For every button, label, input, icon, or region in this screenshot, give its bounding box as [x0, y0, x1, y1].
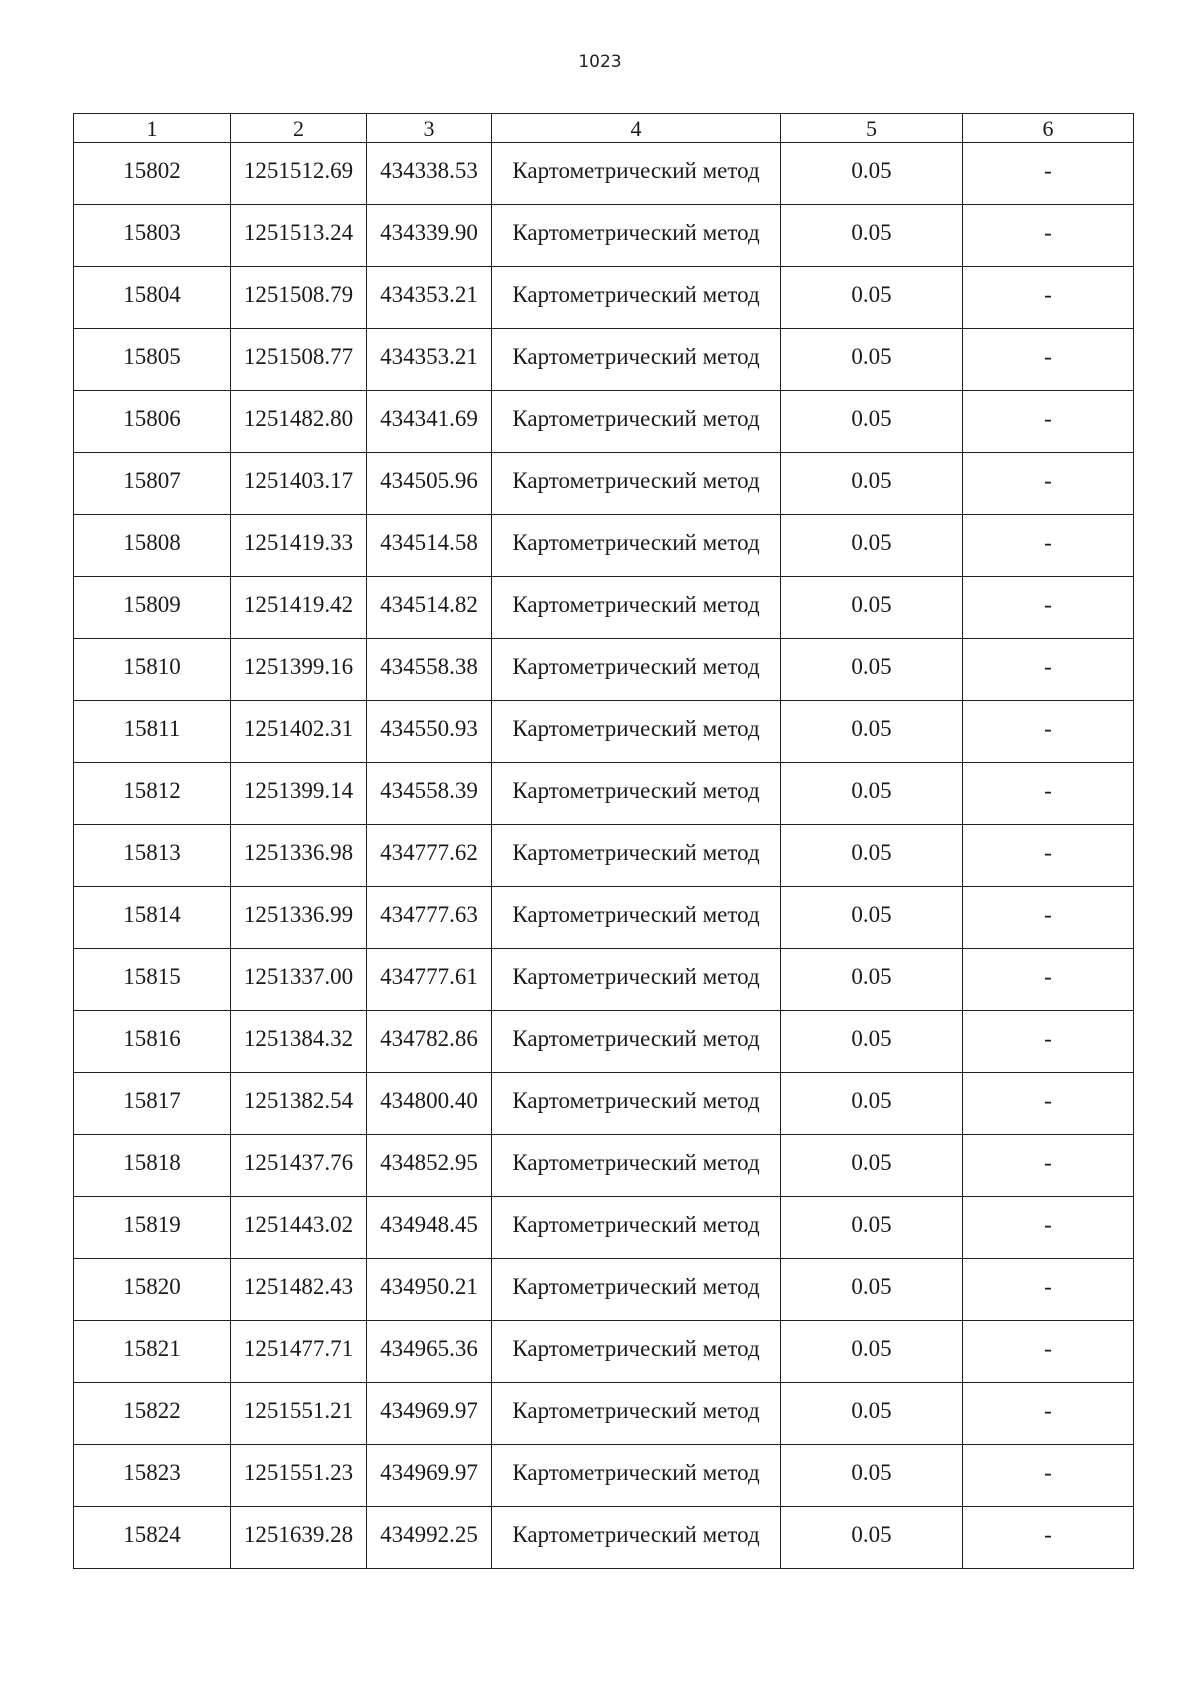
- method-cell: Картометрический метод: [492, 577, 781, 639]
- x-coordinate-cell: 1251402.31: [231, 701, 367, 763]
- note-cell: -: [963, 1383, 1134, 1445]
- y-coordinate-cell: 434782.86: [367, 1011, 492, 1073]
- point-number-cell: 15820: [74, 1259, 231, 1321]
- point-number-cell: 15813: [74, 825, 231, 887]
- point-number-cell: 15811: [74, 701, 231, 763]
- table-row: [74, 825, 1134, 887]
- method-cell: Картометрический метод: [492, 949, 781, 1011]
- y-coordinate-cell: 434558.39: [367, 763, 492, 825]
- method-cell: Картометрический метод: [492, 825, 781, 887]
- point-number-cell: 15822: [74, 1383, 231, 1445]
- note-cell: -: [963, 1445, 1134, 1507]
- table-row: [74, 1073, 1134, 1135]
- y-coordinate-cell: 434777.61: [367, 949, 492, 1011]
- y-coordinate-cell: 434777.63: [367, 887, 492, 949]
- x-coordinate-cell: 1251336.98: [231, 825, 367, 887]
- table-row: [74, 329, 1134, 391]
- x-coordinate-cell: 1251403.17: [231, 453, 367, 515]
- method-cell: Картометрический метод: [492, 1259, 781, 1321]
- table-header: [74, 114, 1134, 143]
- accuracy-cell: 0.05: [781, 639, 963, 701]
- y-coordinate-cell: 434992.25: [367, 1507, 492, 1569]
- x-coordinate-cell: 1251482.43: [231, 1259, 367, 1321]
- note-cell: -: [963, 1197, 1134, 1259]
- note-cell: -: [963, 267, 1134, 329]
- y-coordinate-cell: 434338.53: [367, 143, 492, 205]
- accuracy-cell: 0.05: [781, 453, 963, 515]
- x-coordinate-cell: 1251639.28: [231, 1507, 367, 1569]
- method-cell: Картометрический метод: [492, 1135, 781, 1197]
- method-cell: Картометрический метод: [492, 1507, 781, 1569]
- x-coordinate-cell: 1251336.99: [231, 887, 367, 949]
- y-coordinate-cell: 434514.58: [367, 515, 492, 577]
- point-number-cell: 15823: [74, 1445, 231, 1507]
- table-row: [74, 205, 1134, 267]
- x-coordinate-cell: 1251399.14: [231, 763, 367, 825]
- y-coordinate-cell: 434514.82: [367, 577, 492, 639]
- x-coordinate-cell: 1251382.54: [231, 1073, 367, 1135]
- accuracy-cell: 0.05: [781, 1135, 963, 1197]
- table-row: [74, 1445, 1134, 1507]
- column-header-6: 6: [963, 114, 1134, 143]
- method-cell: Картометрический метод: [492, 701, 781, 763]
- table-row: [74, 639, 1134, 701]
- point-number-cell: 15808: [74, 515, 231, 577]
- column-header-2: 2: [231, 114, 367, 143]
- accuracy-cell: 0.05: [781, 1507, 963, 1569]
- table-row: [74, 1507, 1134, 1569]
- column-header-4: 4: [492, 114, 781, 143]
- point-number-cell: 15824: [74, 1507, 231, 1569]
- method-cell: Картометрический метод: [492, 1383, 781, 1445]
- x-coordinate-cell: 1251513.24: [231, 205, 367, 267]
- table-row: [74, 577, 1134, 639]
- y-coordinate-cell: 434852.95: [367, 1135, 492, 1197]
- y-coordinate-cell: 434505.96: [367, 453, 492, 515]
- table-row: [74, 763, 1134, 825]
- accuracy-cell: 0.05: [781, 391, 963, 453]
- note-cell: -: [963, 143, 1134, 205]
- x-coordinate-cell: 1251551.21: [231, 1383, 367, 1445]
- accuracy-cell: 0.05: [781, 701, 963, 763]
- point-number-cell: 15802: [74, 143, 231, 205]
- x-coordinate-cell: 1251419.42: [231, 577, 367, 639]
- column-header-5: 5: [781, 114, 963, 143]
- x-coordinate-cell: 1251419.33: [231, 515, 367, 577]
- y-coordinate-cell: 434339.90: [367, 205, 492, 267]
- accuracy-cell: 0.05: [781, 515, 963, 577]
- x-coordinate-cell: 1251512.69: [231, 143, 367, 205]
- note-cell: -: [963, 1259, 1134, 1321]
- note-cell: -: [963, 577, 1134, 639]
- point-number-cell: 15821: [74, 1321, 231, 1383]
- x-coordinate-cell: 1251337.00: [231, 949, 367, 1011]
- y-coordinate-cell: 434550.93: [367, 701, 492, 763]
- method-cell: Картометрический метод: [492, 205, 781, 267]
- table-row: [74, 143, 1134, 205]
- point-number-cell: 15809: [74, 577, 231, 639]
- accuracy-cell: 0.05: [781, 887, 963, 949]
- x-coordinate-cell: 1251508.77: [231, 329, 367, 391]
- x-coordinate-cell: 1251399.16: [231, 639, 367, 701]
- y-coordinate-cell: 434558.38: [367, 639, 492, 701]
- point-number-cell: 15819: [74, 1197, 231, 1259]
- method-cell: Картометрический метод: [492, 267, 781, 329]
- method-cell: Картометрический метод: [492, 1073, 781, 1135]
- method-cell: Картометрический метод: [492, 329, 781, 391]
- y-coordinate-cell: 434777.62: [367, 825, 492, 887]
- point-number-cell: 15817: [74, 1073, 231, 1135]
- accuracy-cell: 0.05: [781, 205, 963, 267]
- x-coordinate-cell: 1251482.80: [231, 391, 367, 453]
- table-row: [74, 701, 1134, 763]
- x-coordinate-cell: 1251384.32: [231, 1011, 367, 1073]
- point-number-cell: 15804: [74, 267, 231, 329]
- table-row: [74, 391, 1134, 453]
- accuracy-cell: 0.05: [781, 329, 963, 391]
- page-number: 1023: [578, 52, 622, 72]
- note-cell: -: [963, 763, 1134, 825]
- accuracy-cell: 0.05: [781, 763, 963, 825]
- x-coordinate-cell: 1251437.76: [231, 1135, 367, 1197]
- note-cell: -: [963, 1321, 1134, 1383]
- x-coordinate-cell: 1251477.71: [231, 1321, 367, 1383]
- x-coordinate-cell: 1251508.79: [231, 267, 367, 329]
- note-cell: -: [963, 329, 1134, 391]
- note-cell: -: [963, 391, 1134, 453]
- table-row: [74, 1259, 1134, 1321]
- note-cell: -: [963, 1507, 1134, 1569]
- point-number-cell: 15812: [74, 763, 231, 825]
- method-cell: Картометрический метод: [492, 1445, 781, 1507]
- y-coordinate-cell: 434353.21: [367, 329, 492, 391]
- y-coordinate-cell: 434948.45: [367, 1197, 492, 1259]
- accuracy-cell: 0.05: [781, 1073, 963, 1135]
- method-cell: Картометрический метод: [492, 1321, 781, 1383]
- accuracy-cell: 0.05: [781, 143, 963, 205]
- accuracy-cell: 0.05: [781, 1321, 963, 1383]
- point-number-cell: 15805: [74, 329, 231, 391]
- accuracy-cell: 0.05: [781, 1197, 963, 1259]
- method-cell: Картометрический метод: [492, 1011, 781, 1073]
- accuracy-cell: 0.05: [781, 1445, 963, 1507]
- method-cell: Картометрический метод: [492, 143, 781, 205]
- accuracy-cell: 0.05: [781, 1383, 963, 1445]
- table-row: [74, 887, 1134, 949]
- x-coordinate-cell: 1251551.23: [231, 1445, 367, 1507]
- note-cell: -: [963, 639, 1134, 701]
- note-cell: -: [963, 205, 1134, 267]
- column-header-1: 1: [74, 114, 231, 143]
- point-number-cell: 15816: [74, 1011, 231, 1073]
- table-body: [74, 143, 1134, 1569]
- note-cell: -: [963, 515, 1134, 577]
- accuracy-cell: 0.05: [781, 825, 963, 887]
- note-cell: -: [963, 949, 1134, 1011]
- method-cell: Картометрический метод: [492, 887, 781, 949]
- note-cell: -: [963, 1011, 1134, 1073]
- point-number-cell: 15815: [74, 949, 231, 1011]
- x-coordinate-cell: 1251443.02: [231, 1197, 367, 1259]
- table-row: [74, 1321, 1134, 1383]
- method-cell: Картометрический метод: [492, 763, 781, 825]
- table-row: [74, 949, 1134, 1011]
- column-header-3: 3: [367, 114, 492, 143]
- method-cell: Картометрический метод: [492, 391, 781, 453]
- note-cell: -: [963, 701, 1134, 763]
- table-row: [74, 1383, 1134, 1445]
- method-cell: Картометрический метод: [492, 453, 781, 515]
- table-row: [74, 515, 1134, 577]
- accuracy-cell: 0.05: [781, 1011, 963, 1073]
- header-row: [74, 114, 1134, 143]
- point-number-cell: 15818: [74, 1135, 231, 1197]
- point-number-cell: 15807: [74, 453, 231, 515]
- method-cell: Картометрический метод: [492, 639, 781, 701]
- y-coordinate-cell: 434969.97: [367, 1383, 492, 1445]
- point-number-cell: 15803: [74, 205, 231, 267]
- table-row: [74, 453, 1134, 515]
- note-cell: -: [963, 1135, 1134, 1197]
- y-coordinate-cell: 434969.97: [367, 1445, 492, 1507]
- table-row: [74, 1197, 1134, 1259]
- note-cell: -: [963, 1073, 1134, 1135]
- y-coordinate-cell: 434341.69: [367, 391, 492, 453]
- note-cell: -: [963, 453, 1134, 515]
- point-number-cell: 15810: [74, 639, 231, 701]
- coordinates-table: [73, 113, 1134, 1569]
- y-coordinate-cell: 434965.36: [367, 1321, 492, 1383]
- point-number-cell: 15814: [74, 887, 231, 949]
- y-coordinate-cell: 434353.21: [367, 267, 492, 329]
- table-row: [74, 267, 1134, 329]
- note-cell: -: [963, 825, 1134, 887]
- accuracy-cell: 0.05: [781, 949, 963, 1011]
- accuracy-cell: 0.05: [781, 1259, 963, 1321]
- table-row: [74, 1135, 1134, 1197]
- point-number-cell: 15806: [74, 391, 231, 453]
- accuracy-cell: 0.05: [781, 577, 963, 639]
- method-cell: Картометрический метод: [492, 1197, 781, 1259]
- y-coordinate-cell: 434950.21: [367, 1259, 492, 1321]
- method-cell: Картометрический метод: [492, 515, 781, 577]
- y-coordinate-cell: 434800.40: [367, 1073, 492, 1135]
- table-row: [74, 1011, 1134, 1073]
- accuracy-cell: 0.05: [781, 267, 963, 329]
- note-cell: -: [963, 887, 1134, 949]
